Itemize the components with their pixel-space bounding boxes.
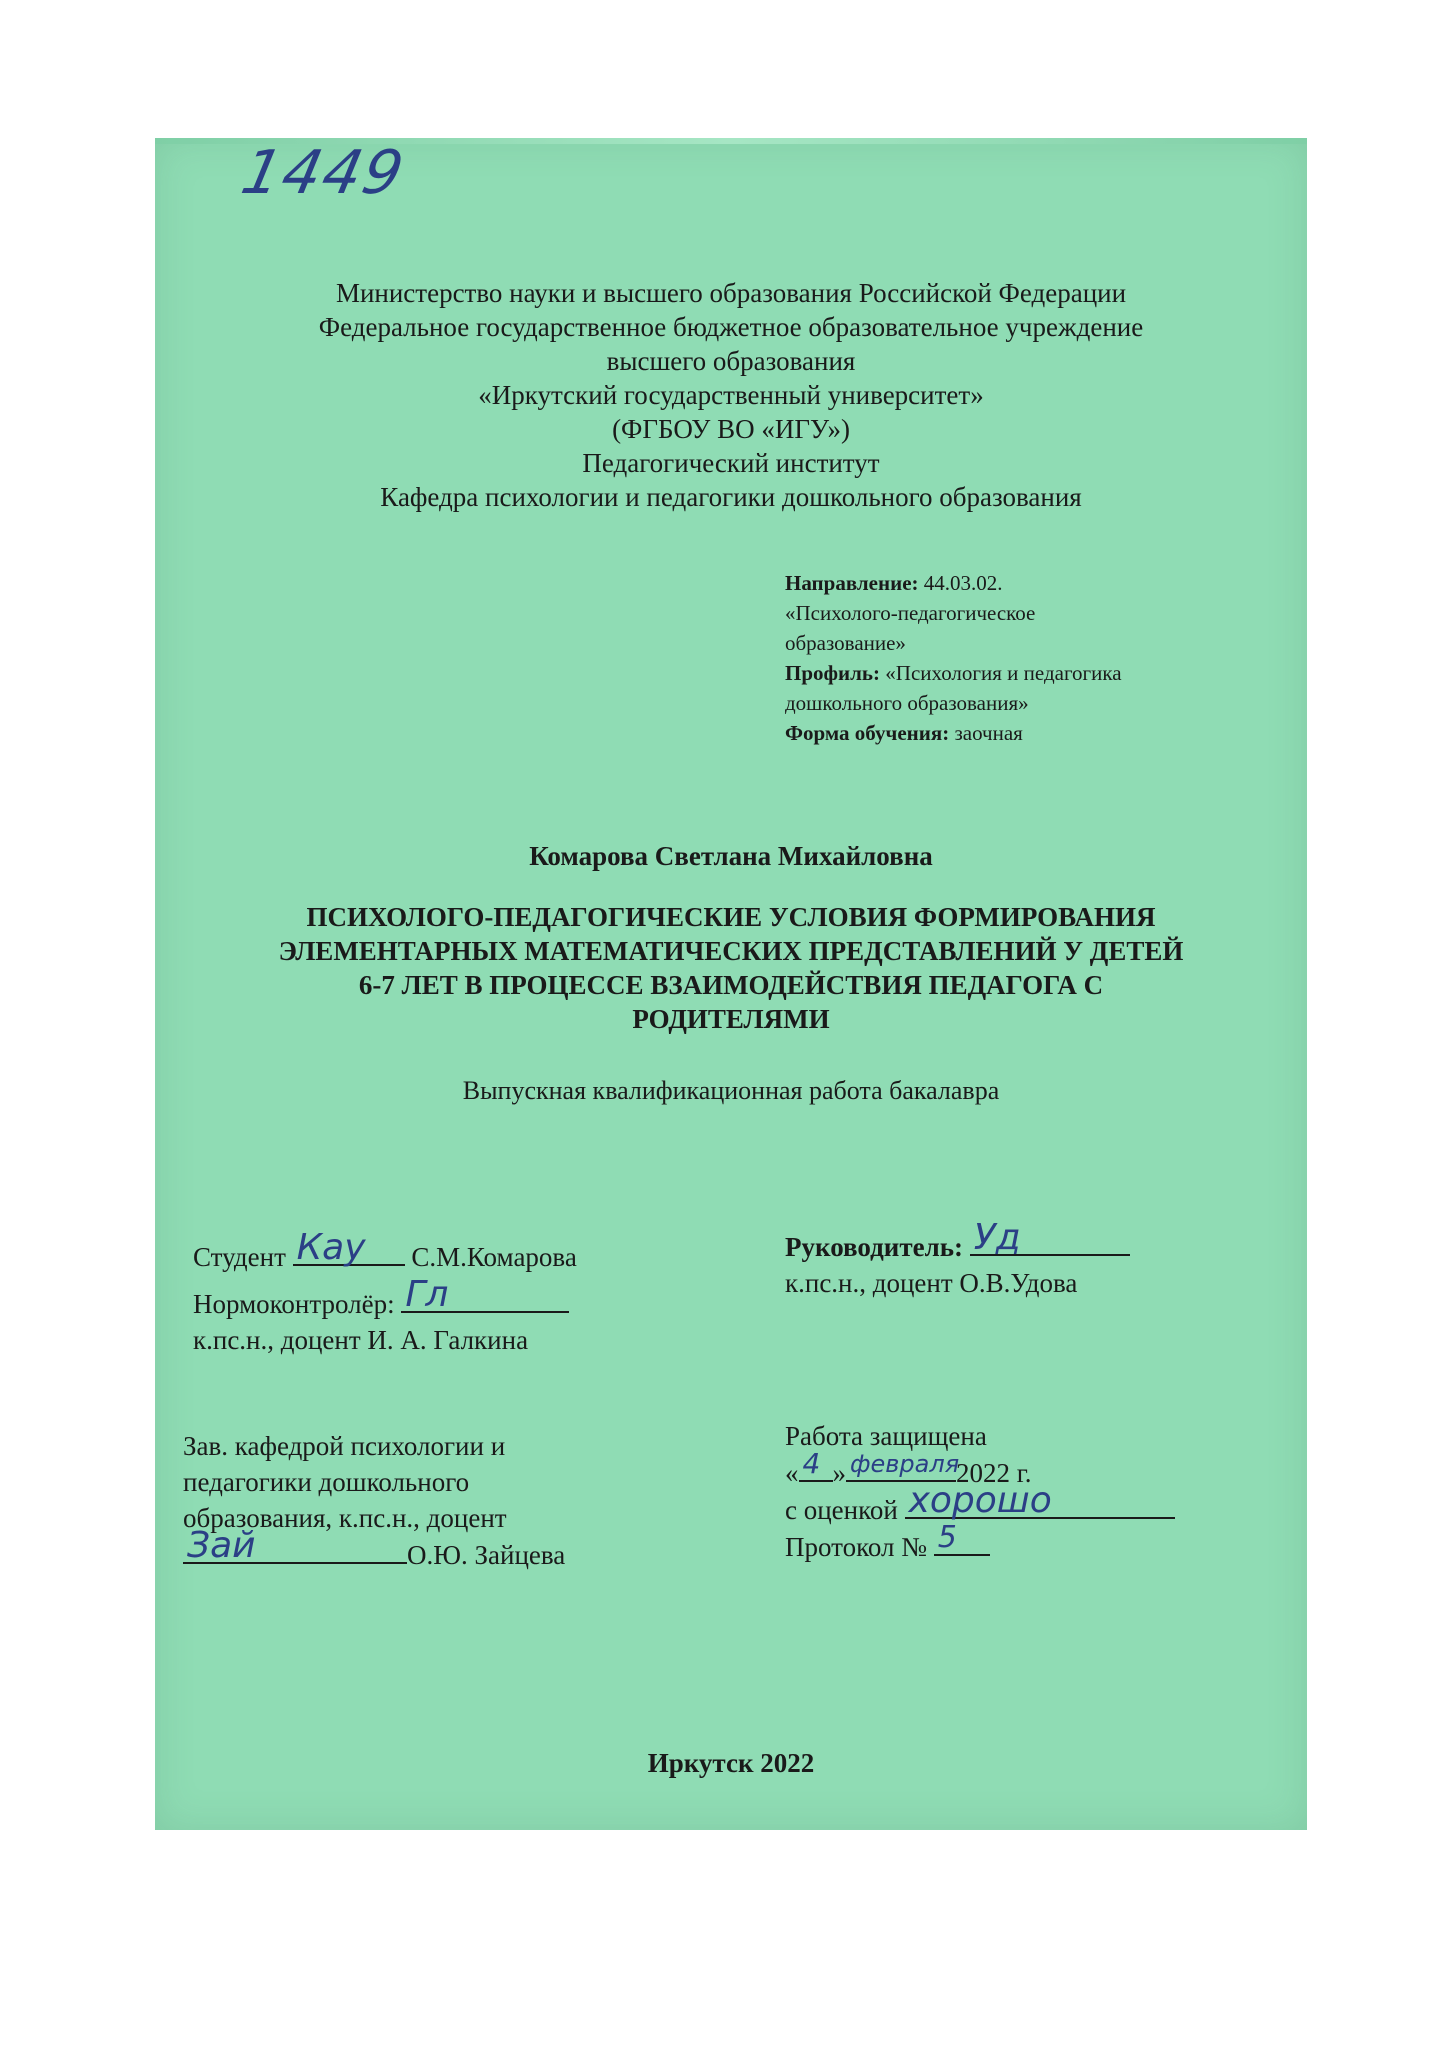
head-line: Зав. кафедрой психологии и xyxy=(183,1431,506,1461)
supervisor-label: Руководитель: xyxy=(785,1232,964,1262)
defense-day-line xyxy=(799,1447,833,1482)
direction-value: 44.03.02. xyxy=(918,571,1003,595)
specialization-block xyxy=(785,568,1215,748)
quote-open: « xyxy=(785,1458,799,1488)
direction-value: образование» xyxy=(785,631,906,655)
header-line: Министерство науки и высшего образования Российской Федерации xyxy=(335,278,1127,308)
protocol-label: Протокол № xyxy=(785,1532,927,1562)
institution-header xyxy=(155,276,1307,514)
header-line: Федеральное государственное бюджетное образовательное учреждение xyxy=(318,312,1144,342)
defense-month: февраля xyxy=(850,1450,960,1478)
protocol-number: 5 xyxy=(937,1520,957,1555)
head-line: педагогики дошкольного xyxy=(183,1467,470,1497)
thesis-title xyxy=(195,900,1267,1036)
head-signature: Зай xyxy=(187,1525,256,1566)
defense-month-line xyxy=(846,1450,960,1482)
student-signature-line xyxy=(293,1227,405,1268)
student-label: Студент xyxy=(193,1242,286,1272)
defense-block xyxy=(785,1418,1255,1565)
head-name: О.Ю. Зайцева xyxy=(407,1540,566,1570)
supervisor-block xyxy=(785,1217,1255,1301)
normcontrol-signature-line xyxy=(401,1274,569,1315)
direction-value: «Психолого-педагогическое xyxy=(785,601,1036,625)
normcontrol-label: Нормоконтролёр: xyxy=(193,1289,395,1319)
study-form-value: заочная xyxy=(949,721,1023,745)
student-normcontrol-block xyxy=(193,1227,713,1358)
grade-line xyxy=(905,1480,1175,1521)
head-signature-line xyxy=(183,1525,407,1566)
direction-label: Направление: xyxy=(785,571,919,595)
normcontrol-name: к.пс.н., доцент И. А. Галкина xyxy=(193,1325,529,1355)
supervisor-name: к.пс.н., доцент О.В.Удова xyxy=(785,1268,1078,1298)
title-line: РОДИТЕЛЯМИ xyxy=(632,1004,830,1034)
title-page xyxy=(155,138,1307,1830)
title-line: 6-7 ЛЕТ В ПРОЦЕССЕ ВЗАИМОДЕЙСТВИЯ ПЕДАГОГА С xyxy=(358,970,1104,1000)
defense-year: 2022 г. xyxy=(956,1458,1032,1488)
profile-value: «Психология и педагогика xyxy=(880,661,1122,685)
study-form-label: Форма обучения: xyxy=(785,721,950,745)
header-line: «Иркутский государственный университет» xyxy=(478,380,984,410)
title-line: ПСИХОЛОГО-ПЕДАГОГИЧЕСКИЕ УСЛОВИЯ ФОРМИРОВАНИЯ xyxy=(306,902,1156,932)
supervisor-signature: Уд xyxy=(973,1217,1021,1258)
work-type: Выпускная квалификационная работа бакалавра xyxy=(462,1076,1000,1105)
student-name: С.М.Комарова xyxy=(411,1242,577,1272)
quote-close: » xyxy=(832,1458,846,1488)
head-line: образования, к.пс.н., доцент xyxy=(183,1503,507,1533)
header-line: высшего образования xyxy=(606,346,856,376)
profile-label: Профиль: xyxy=(785,661,881,685)
defense-status: Работа защищена xyxy=(785,1421,987,1451)
profile-value: дошкольного образования» xyxy=(785,691,1029,715)
handwritten-reference-number: 1449 xyxy=(235,138,412,208)
grade-value: хорошо xyxy=(908,1480,1052,1521)
protocol-line xyxy=(934,1520,990,1556)
header-line: (ФГБОУ ВО «ИГУ») xyxy=(612,414,850,444)
header-line: Кафедра психологии и педагогики дошкольного образования xyxy=(380,482,1082,512)
header-line: Педагогический институт xyxy=(582,448,880,478)
defense-day: 4 xyxy=(802,1447,821,1480)
title-line: ЭЛЕМЕНТАРНЫХ МАТЕМАТИЧЕСКИХ ПРЕДСТАВЛЕНИЙ У ДЕТЕЙ xyxy=(278,936,1184,966)
student-signature: Кау xyxy=(296,1227,366,1268)
department-head-block xyxy=(183,1428,663,1573)
grade-label: с оценкой xyxy=(785,1495,898,1525)
normcontrol-signature: Гл xyxy=(405,1274,449,1315)
supervisor-signature-line xyxy=(970,1217,1130,1258)
author-name: Комарова Светлана Михайловна xyxy=(529,841,933,871)
city-year: Иркутск 2022 xyxy=(647,1748,815,1778)
